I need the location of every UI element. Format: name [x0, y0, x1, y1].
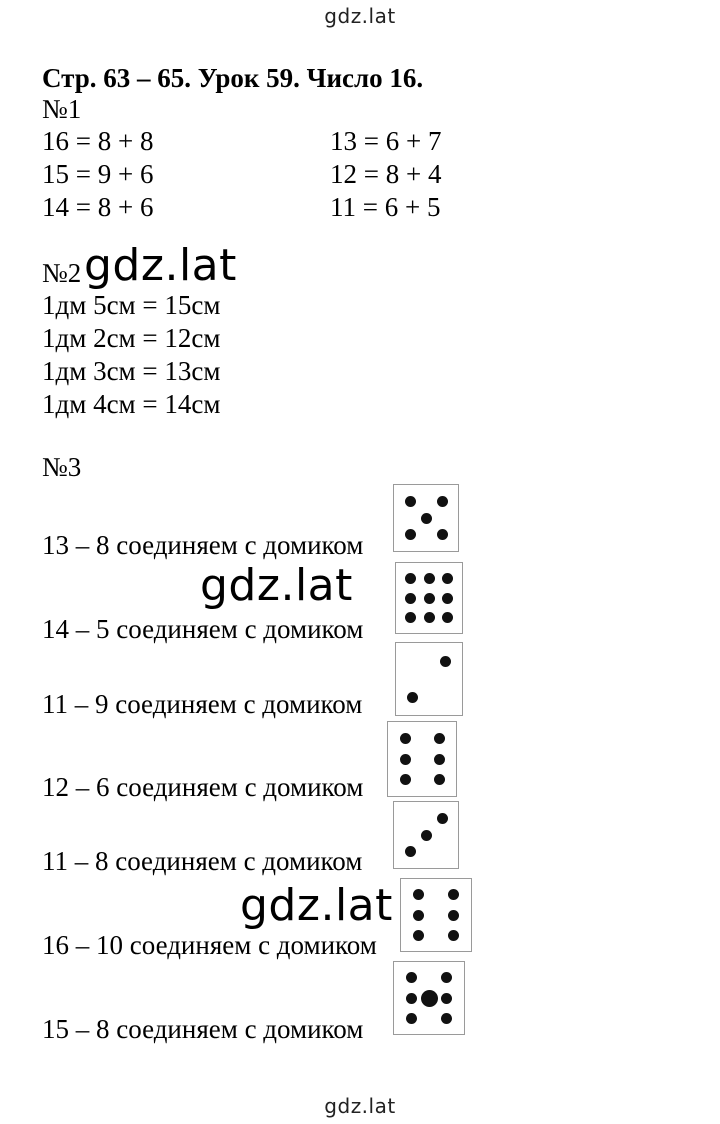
die-pip	[448, 889, 459, 900]
task2-label: №2	[42, 258, 82, 288]
die-pip	[424, 573, 435, 584]
die-pip	[437, 529, 448, 540]
die-face-6-second	[400, 878, 472, 952]
task3-label: №3	[42, 452, 82, 482]
watermark-overlay-3: gdz.lat	[240, 880, 393, 931]
page-title: Стр. 63 – 65. Урок 59. Число 16.	[42, 63, 424, 93]
die-pip	[441, 972, 452, 983]
die-pip	[400, 754, 411, 765]
die-face-3	[393, 801, 459, 869]
die-pip	[413, 930, 424, 941]
die-pip	[442, 612, 453, 623]
die-pip	[434, 733, 445, 744]
task1-right-2: 12 = 8 + 4	[330, 159, 442, 189]
die-pip	[407, 692, 418, 703]
task2-line-1: 1дм 5см = 15см	[42, 290, 221, 320]
die-face-9	[395, 562, 463, 634]
die-pip	[405, 529, 416, 540]
die-pip	[413, 910, 424, 921]
die-pip	[437, 496, 448, 507]
task3-row-4-text: 12 – 6 соединяем с домиком	[42, 772, 364, 802]
die-face-7	[393, 961, 465, 1035]
die-pip	[440, 656, 451, 667]
die-pip	[405, 612, 416, 623]
die-pip	[413, 889, 424, 900]
die-pip	[441, 993, 452, 1004]
task3-row-6-text: 16 – 10 соединяем с домиком	[42, 930, 377, 960]
die-face-2	[395, 642, 463, 716]
task1-left-1: 16 = 8 + 8	[42, 126, 154, 156]
task1-right-3: 11 = 6 + 5	[330, 192, 441, 222]
watermark-overlay-2: gdz.lat	[200, 560, 353, 611]
die-pip	[406, 1013, 417, 1024]
task3-row-1-text: 13 – 8 соединяем с домиком	[42, 530, 364, 560]
task1-left-3: 14 = 8 + 6	[42, 192, 154, 222]
die-pip	[434, 754, 445, 765]
die-pip	[424, 593, 435, 604]
task3-row-3-text: 11 – 9 соединяем с домиком	[42, 689, 363, 719]
die-pip	[421, 513, 432, 524]
die-pip	[405, 846, 416, 857]
die-pip	[400, 774, 411, 785]
die-pip	[424, 612, 435, 623]
task2-line-2: 1дм 2см = 12см	[42, 323, 221, 353]
die-pip	[441, 1013, 452, 1024]
task3-row-7-text: 15 – 8 соединяем с домиком	[42, 1014, 364, 1044]
die-pip	[400, 733, 411, 744]
die-pip	[448, 930, 459, 941]
task2-line-4: 1дм 4см = 14см	[42, 389, 221, 419]
die-pip	[448, 910, 459, 921]
watermark-bottom: gdz.lat	[324, 1094, 396, 1118]
die-pip	[405, 573, 416, 584]
task3-row-5-text: 11 – 8 соединяем с домиком	[42, 846, 363, 876]
die-pip	[405, 593, 416, 604]
die-pip	[406, 993, 417, 1004]
watermark-top: gdz.lat	[324, 4, 396, 28]
task1-right-1: 13 = 6 + 7	[330, 126, 442, 156]
die-pip	[405, 496, 416, 507]
die-face-5	[393, 484, 459, 552]
die-pip	[442, 573, 453, 584]
die-pip	[442, 593, 453, 604]
task2-line-3: 1дм 3см = 13см	[42, 356, 221, 386]
task3-row-2-text: 14 – 5 соединяем с домиком	[42, 614, 364, 644]
die-pip	[421, 830, 432, 841]
die-face-6	[387, 721, 457, 797]
die-pip	[406, 972, 417, 983]
die-pip	[434, 774, 445, 785]
die-pip	[421, 990, 438, 1007]
task1-label: №1	[42, 94, 82, 124]
watermark-overlay-1: gdz.lat	[84, 240, 237, 291]
task1-left-2: 15 = 9 + 6	[42, 159, 154, 189]
die-pip	[437, 813, 448, 824]
